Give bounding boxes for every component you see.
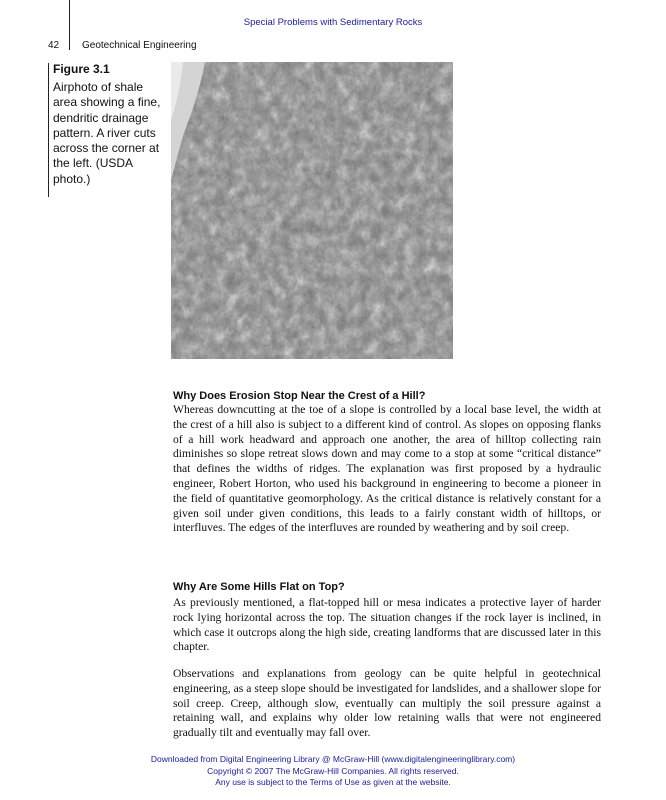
drainage-texture (171, 62, 453, 359)
footer-download-link[interactable]: Downloaded from Digital Engineering Library @ McGraw-Hill (www.digitalengineeringlibrary.com) (150, 754, 516, 764)
figure-label: Figure 3.1 (53, 62, 110, 76)
paragraph-flat-hills: As previously mentioned, a flat-topped hill or mesa indicates a protective layer of harder rock lying horizontal across the top. The situation changes if the rock layer is inclined, in which case it outcrops along the high side, creating landforms that are discussed later in this chapter. (173, 596, 601, 654)
footer-terms: Any use is subject to the Terms of Use as given at the website. (215, 777, 451, 787)
running-header: Special Problems with Sedimentary Rocks (243, 17, 423, 28)
figure-caption: Airphoto of shale area showing a fine, dendritic drainage pattern. A river cuts across the corner at the left. (USDA photo.) (53, 80, 161, 186)
paragraph-erosion: Whereas downcutting at the toe of a slope is controlled by a local base level, the width at the crest of a hill also is subject to a different kind of control. As slopes on opposing flanks of a hill work headward and approach one another, the area of hilltop collecting rain diminishes so slope retreat slows down and may come to a stop at some “critical distance” that defines the widths of ridges. The explanation was first proposed by a hydraulic engineer, Robert Horton, who used his background in engineering to become a pioneer in the field of quantitative geomorphology. As the critical distance is relatively constant for a given soil under given conditions, this leads to a fairly constant width of hilltops, or interfluves. The edges of the interfluves are rounded by weathering and by soil creep. (173, 403, 601, 535)
section-heading-flat-hills: Why Are Some Hills Flat on Top? (173, 581, 345, 593)
footer-copyright: Copyright © 2007 The McGraw-Hill Companies. All rights reserved. (207, 765, 459, 776)
airphoto-image (171, 62, 453, 359)
section-heading-erosion: Why Does Erosion Stop Near the Crest of a Hill? (173, 390, 426, 402)
footer (0, 754, 666, 789)
header-divider (69, 0, 70, 50)
book-title: Geotechnical Engineering (82, 40, 197, 51)
paragraph-geotechnical: Observations and explanations from geology can be quite helpful in geotechnical engineering, as a steep slope should be investigated for landslides, and a shallower slope for soil creep. Creep, although slow, eventually can multiply the soil pressure against a retaining wall, and explains why older low retaining walls that were not engineered gradually tilt and eventually may fall over. (173, 667, 601, 740)
page-number: 42 (48, 40, 60, 51)
caption-divider (48, 63, 49, 197)
airphoto-svg (171, 62, 453, 359)
